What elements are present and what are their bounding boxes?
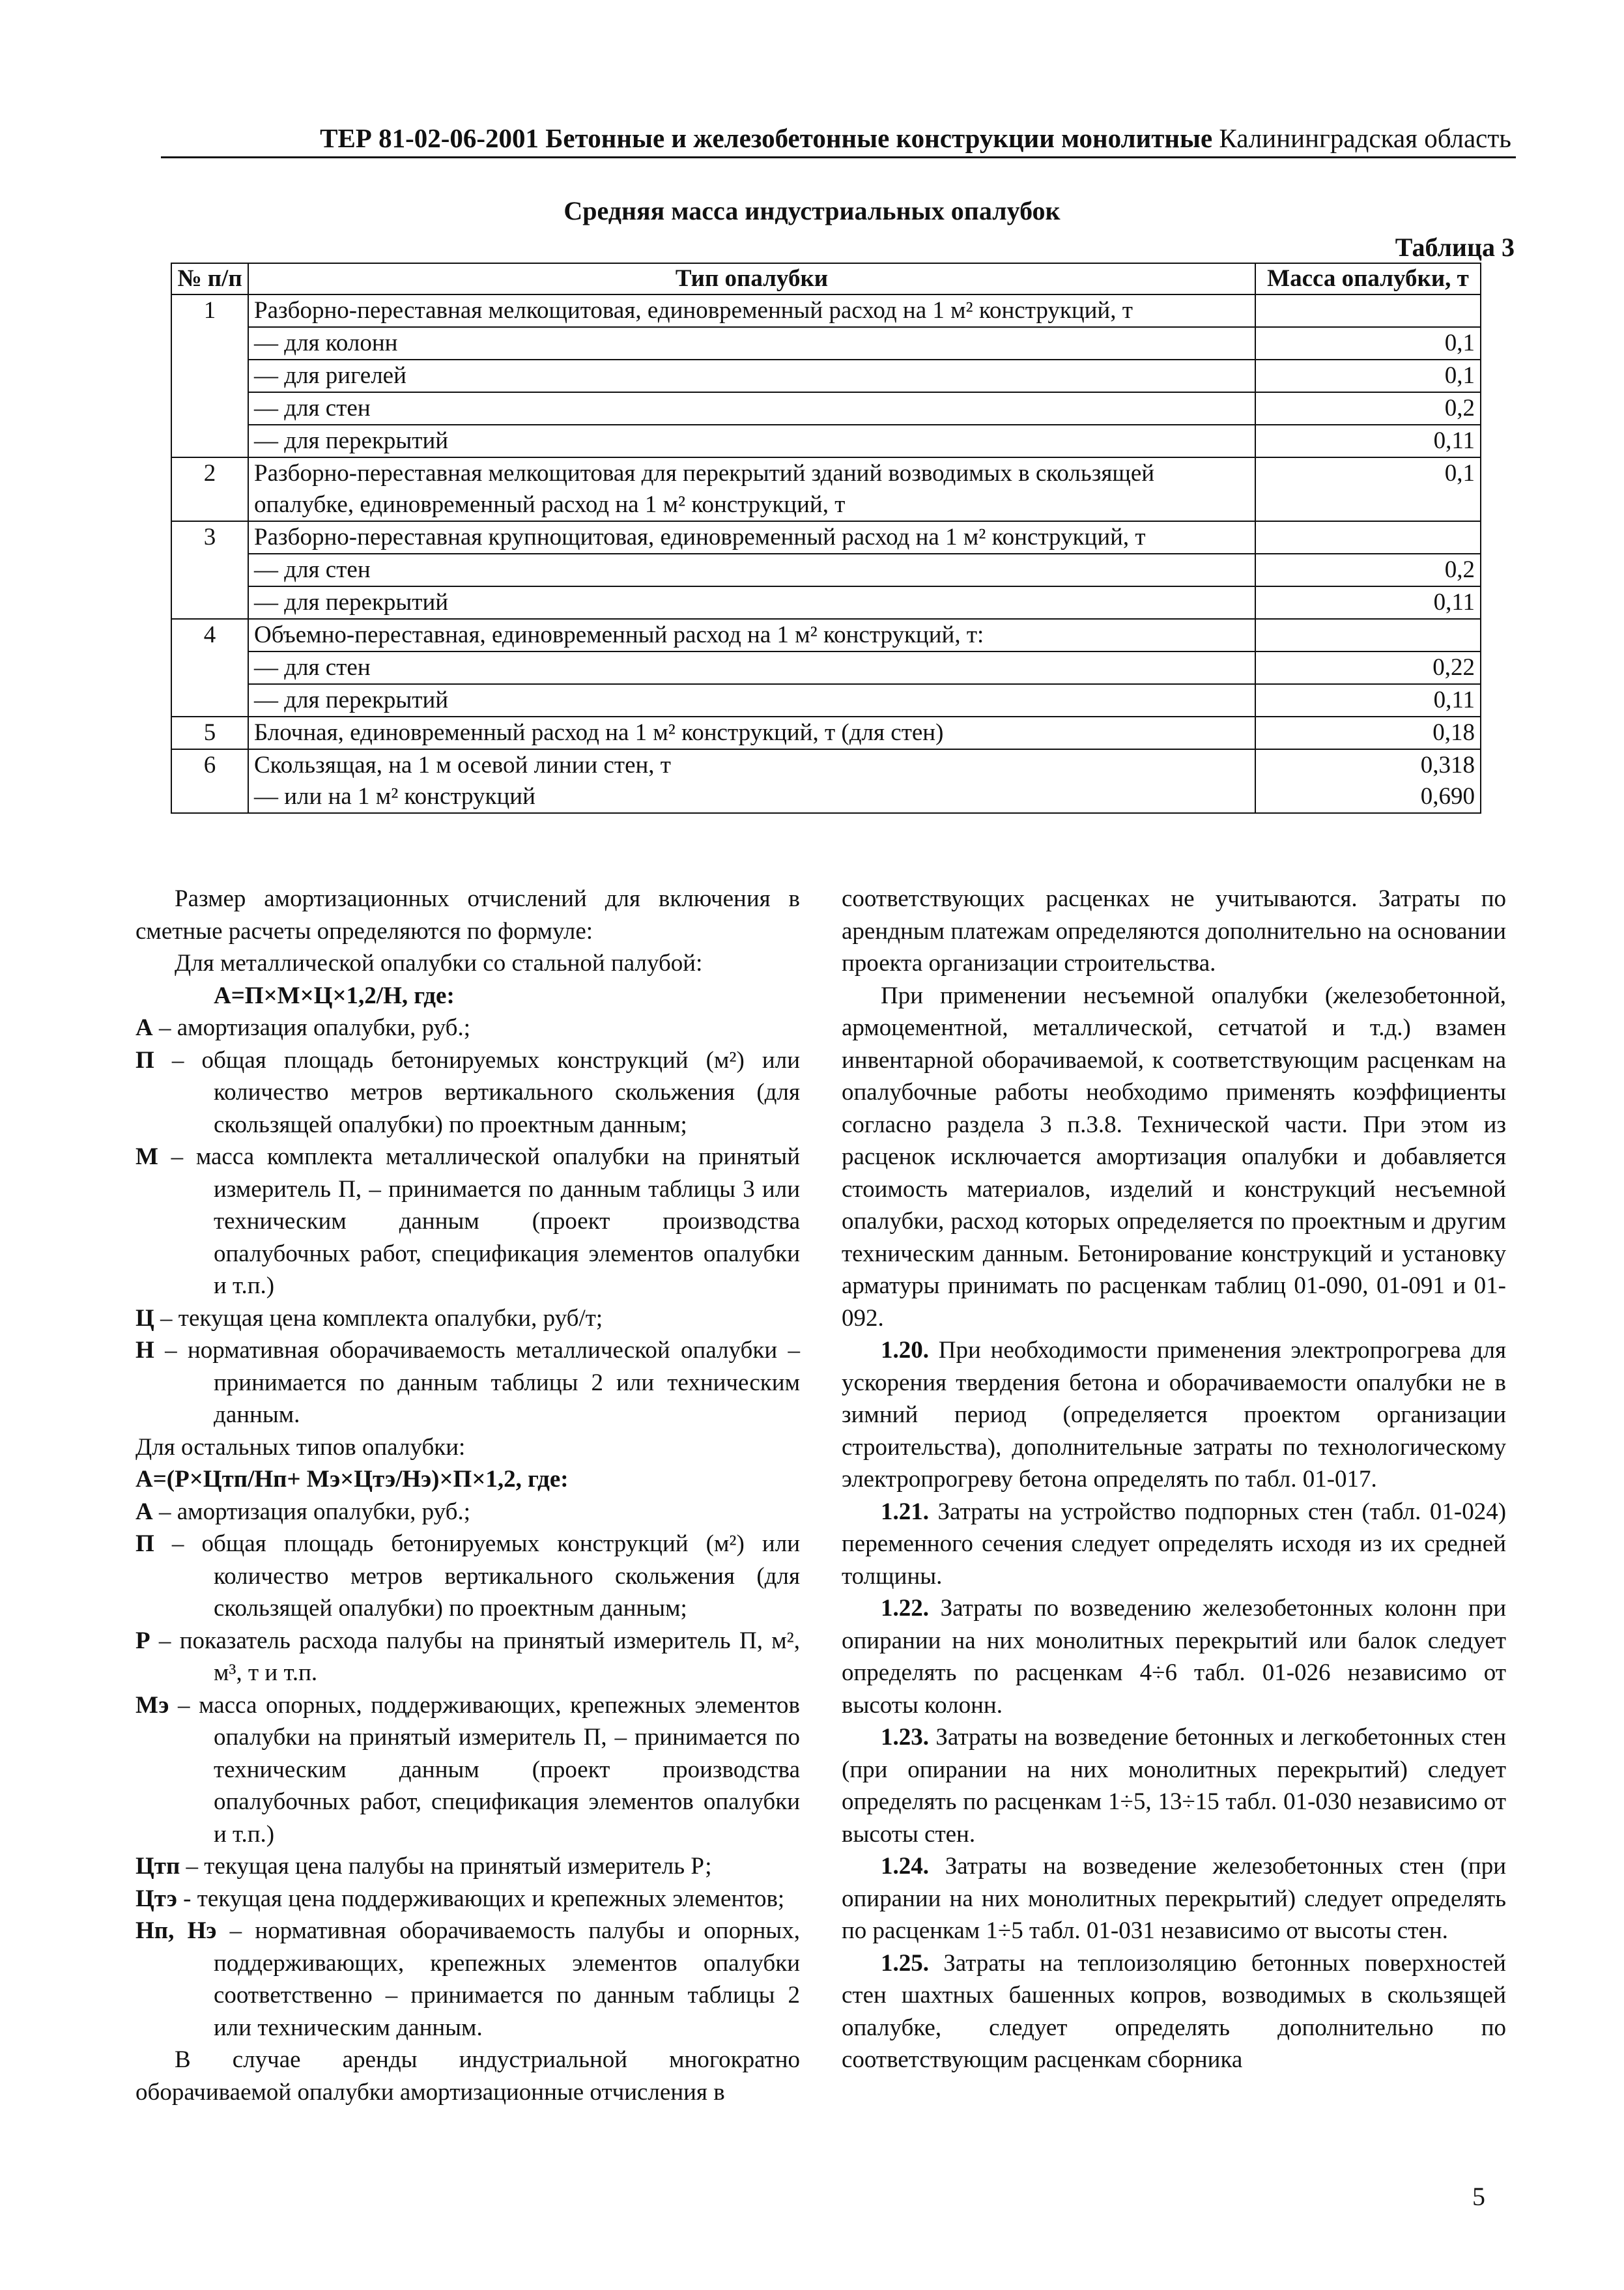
paragraph: При применении несъемной опалубки (железобетонной, армоцементной, металлической, сетчатой и т.д.) взамен инвентарной оборачиваемой, к соответствующим расценкам на опалубочные работы необходимо применять коэффициенты согласно раздела 3 п.3.8. Технической части. При этом из расценок исключается амортизация опалубки и добавляется стоимость материалов, изделий и конструкций несъемной опалубки, расход которых определяется по проектным и другим техническим данным. Бетонирование конструкций и установку арматуры принимать по расценкам таблиц 01-090, 01-091 и 01-092. xyxy=(842,982,1506,1332)
section-1-24 xyxy=(842,1850,1506,1947)
row-name: — для стен xyxy=(248,554,1255,586)
running-header xyxy=(306,122,1511,154)
row-mass: 0,11 xyxy=(1255,425,1481,457)
term-text: – масса опорных, поддерживающих, крепежных элементов опалубки на принятый измеритель П, – принимается по техническим данным (проект производства опалубочных работ, спецификация элементов опалубки и т.п.) xyxy=(177,1691,800,1848)
term-symbol: Цтэ xyxy=(135,1885,177,1912)
table-row xyxy=(171,327,1481,360)
table-header-row xyxy=(171,263,1481,294)
row-num: 5 xyxy=(171,717,248,749)
table-row xyxy=(171,554,1481,586)
term-item xyxy=(135,1689,800,1851)
row-name: Скользящая, на 1 м осевой линии стен, т xyxy=(248,749,1255,781)
row-num xyxy=(171,327,248,360)
term-text: – текущая цена комплекта опалубки, руб/т; xyxy=(160,1304,603,1332)
row-mass: 0,2 xyxy=(1255,392,1481,425)
term-text: – амортизация опалубки, руб.; xyxy=(158,1498,470,1525)
table-row xyxy=(171,749,1481,781)
term-text: – нормативная оборачиваемость палубы и опорных, поддерживающих, крепежных элементов опалубки соответственно – принимается по данным таблицы 2 или техническим данным. xyxy=(214,1917,800,2041)
row-mass xyxy=(1255,521,1481,554)
table-row xyxy=(171,586,1481,619)
right-column xyxy=(842,883,1506,2076)
section-text: При необходимости применения электропрогрева для ускорения твердения бетона и оборачиваемости опалубки не в зимний период (определяется проектом организации строительства), дополнительные затраты по технологическому электропрогреву бетона определять по табл. 01-017. xyxy=(842,1337,1507,1493)
term-item xyxy=(135,1141,800,1302)
row-mass xyxy=(1255,294,1481,327)
term-text: – показатель расхода палубы на принятый измеритель П, м², м³, т и т.п. xyxy=(158,1627,801,1686)
row-num xyxy=(171,684,248,717)
table-row xyxy=(171,651,1481,684)
term-text: – общая площадь бетонируемых конструкций (м²) или количество метров вертикального скольжения (для скользящей опалубки) по проектным данным; xyxy=(171,1046,800,1138)
term-item xyxy=(135,1496,800,1528)
section-number: 1.24. xyxy=(881,1853,929,1880)
term-symbol: П xyxy=(135,1046,154,1074)
table-row xyxy=(171,521,1481,554)
section-text: Затраты на теплоизоляцию бетонных поверхностей стен шахтных башенных копров, возводимых в скользящей опалубке, следует определять дополнительно по соответствующим расценкам сборника xyxy=(842,1949,1506,2073)
row-name: Разборно-переставная мелкощитовая для перекрытий зданий возводимых в скользящей опалубке, единовременный расход на 1 м² конструкций, т xyxy=(248,457,1255,521)
term-item xyxy=(135,1302,800,1335)
section-text: Затраты на возведение бетонных и легкобетонных стен (при опирании на них монолитных перекрытий) следует определять по расценкам 1÷5, 13÷15 табл. 01-030 независимо от высоты стен. xyxy=(842,1724,1506,1848)
section-number: 1.25. xyxy=(881,1949,929,1977)
row-mass: 0,11 xyxy=(1255,586,1481,619)
section-1-25 xyxy=(842,1947,1506,2076)
term-text: – амортизация опалубки, руб.; xyxy=(158,1014,470,1041)
table-row xyxy=(171,392,1481,425)
term-item xyxy=(135,1012,800,1044)
page-number: 5 xyxy=(1472,2182,1485,2211)
table-row xyxy=(171,457,1481,521)
row-mass: 0,1 xyxy=(1255,327,1481,360)
term-symbol: А xyxy=(135,1498,153,1525)
row-name: Блочная, единовременный расход на 1 м² конструкций, т (для стен) xyxy=(248,717,1255,749)
term-item xyxy=(135,1044,800,1141)
header-type: Тип опалубки xyxy=(248,263,1255,294)
row-name: Разборно-переставная мелкощитовая, единовременный расход на 1 м² конструкций, т xyxy=(248,294,1255,327)
row-num: 6 xyxy=(171,749,248,781)
section-number: 1.21. xyxy=(881,1498,929,1525)
row-num: 4 xyxy=(171,619,248,651)
table-row xyxy=(171,425,1481,457)
table-row xyxy=(171,717,1481,749)
paragraph: Размер амортизационных отчислений для включения в сметные расчеты определяются по формуле: xyxy=(135,885,800,945)
row-name: Разборно-переставная крупнощитовая, единовременный расход на 1 м² конструкций, т xyxy=(248,521,1255,554)
term-text: – масса комплекта металлической опалубки на принятый измеритель П, – принимается по данным таблицы 3 или техническим данным (проект производства опалубочных работ, спецификация элементов опалубки и т.п.) xyxy=(171,1143,800,1299)
row-num xyxy=(171,586,248,619)
row-name: — для перекрытий xyxy=(248,425,1255,457)
section-number: 1.22. xyxy=(881,1595,929,1622)
formula-other: А=(Р×Цтп/Нп+ Мэ×Цтэ/Нэ)×П×1,2, где: xyxy=(135,1466,569,1493)
header-region: Калининградская область xyxy=(1219,123,1511,153)
row-mass: 0,22 xyxy=(1255,651,1481,684)
row-mass: 0,1 xyxy=(1255,360,1481,392)
row-num xyxy=(171,651,248,684)
term-symbol: Н xyxy=(135,1337,154,1364)
formwork-mass-table xyxy=(171,263,1481,814)
table-row xyxy=(171,294,1481,327)
header-rule xyxy=(161,156,1516,158)
formula-metal: А=П×М×Ц×1,2/Н, где: xyxy=(214,982,455,1009)
term-item xyxy=(135,1528,800,1625)
section-text: Затраты на возведение железобетонных стен (при опирании на них монолитных перекрытий) следует определять по расценкам 1÷5 табл. 01-031 независимо от высоты стен. xyxy=(842,1853,1506,1944)
row-num: 2 xyxy=(171,457,248,521)
section-1-21 xyxy=(842,1496,1506,1593)
table-title: Средняя масса индустриальных опалубок xyxy=(563,196,1061,225)
term-item xyxy=(135,1334,800,1431)
table-row xyxy=(171,360,1481,392)
row-name: — для перекрытий xyxy=(248,684,1255,717)
paragraph: Для металлической опалубки со стальной палубой: xyxy=(175,950,703,977)
row-num: 1 xyxy=(171,294,248,327)
term-text: – общая площадь бетонируемых конструкций (м²) или количество метров вертикального скольжения (для скользящей опалубки) по проектным данным; xyxy=(171,1530,800,1622)
section-number: 1.23. xyxy=(881,1724,929,1751)
term-text: - текущая цена поддерживающих и крепежных элементов; xyxy=(183,1885,785,1912)
row-num xyxy=(171,392,248,425)
term-symbol: Цтп xyxy=(135,1853,180,1880)
row-name: — для перекрытий xyxy=(248,586,1255,619)
row-mass: 0,2 xyxy=(1255,554,1481,586)
paragraph: Для остальных типов опалубки: xyxy=(135,1433,466,1461)
term-symbol: М xyxy=(135,1143,158,1170)
section-1-20 xyxy=(842,1334,1506,1496)
row-mass: 0,18 xyxy=(1255,717,1481,749)
section-number: 1.20. xyxy=(881,1337,929,1364)
term-symbol: Р xyxy=(135,1627,150,1654)
term-symbol: Нп, Нэ xyxy=(135,1917,217,1944)
section-text: Затраты по возведению железобетонных колонн при опирании на них монолитных перекрытий или балок следует определять по расценкам 4÷6 табл. 01-026 независимо от высоты колонн. xyxy=(842,1595,1506,1719)
header-num: № п/п xyxy=(171,263,248,294)
term-item xyxy=(135,1850,800,1883)
row-num xyxy=(171,554,248,586)
table-label: Таблица 3 xyxy=(1395,233,1515,262)
row-name: — для стен xyxy=(248,651,1255,684)
section-1-22 xyxy=(842,1592,1506,1721)
row-mass: 0,318 xyxy=(1255,749,1481,781)
paragraph: соответствующих расценках не учитываются. Затраты по арендным платежам определяются дополнительно на основании проекта организации строительства. xyxy=(842,885,1506,977)
row-mass: 0,690 xyxy=(1255,781,1481,813)
row-name: — или на 1 м² конструкций xyxy=(248,781,1255,813)
section-text: Затраты на устройство подпорных стен (табл. 01-024) переменного сечения следует определять исходя из их средней толщины. xyxy=(842,1498,1507,1590)
term-item xyxy=(135,1625,800,1689)
row-num xyxy=(171,425,248,457)
term-item xyxy=(135,1883,800,1915)
term-symbol: Мэ xyxy=(135,1691,169,1719)
header-mass: Масса опалубки, т xyxy=(1255,263,1481,294)
row-num: 3 xyxy=(171,521,248,554)
term-symbol: Ц xyxy=(135,1304,154,1332)
row-num xyxy=(171,781,248,813)
row-mass: 0,11 xyxy=(1255,684,1481,717)
table-row xyxy=(171,781,1481,813)
row-name: — для ригелей xyxy=(248,360,1255,392)
term-symbol: П xyxy=(135,1530,154,1557)
row-name: — для стен xyxy=(248,392,1255,425)
row-num xyxy=(171,360,248,392)
row-mass: 0,1 xyxy=(1255,457,1481,521)
header-code-title: ТЕР 81-02-06-2001 Бетонные и железобетонные конструкции монолитные xyxy=(320,123,1213,153)
row-mass xyxy=(1255,619,1481,651)
table-row xyxy=(171,684,1481,717)
term-item xyxy=(135,1915,800,2044)
term-text: – нормативная оборачиваемость металлической опалубки – принимается по данным таблицы 2 или техническим данным. xyxy=(165,1337,801,1428)
row-name: Объемно-переставная, единовременный расход на 1 м² конструкций, т: xyxy=(248,619,1255,651)
table-row xyxy=(171,619,1481,651)
paragraph: В случае аренды индустриальной многократно оборачиваемой опалубки амортизационные отчисления в xyxy=(135,2046,800,2106)
term-symbol: А xyxy=(135,1014,153,1041)
term-text: – текущая цена палубы на принятый измеритель Р; xyxy=(186,1853,712,1880)
row-name: — для колонн xyxy=(248,327,1255,360)
section-1-23 xyxy=(842,1721,1506,1850)
left-column xyxy=(135,883,800,2108)
